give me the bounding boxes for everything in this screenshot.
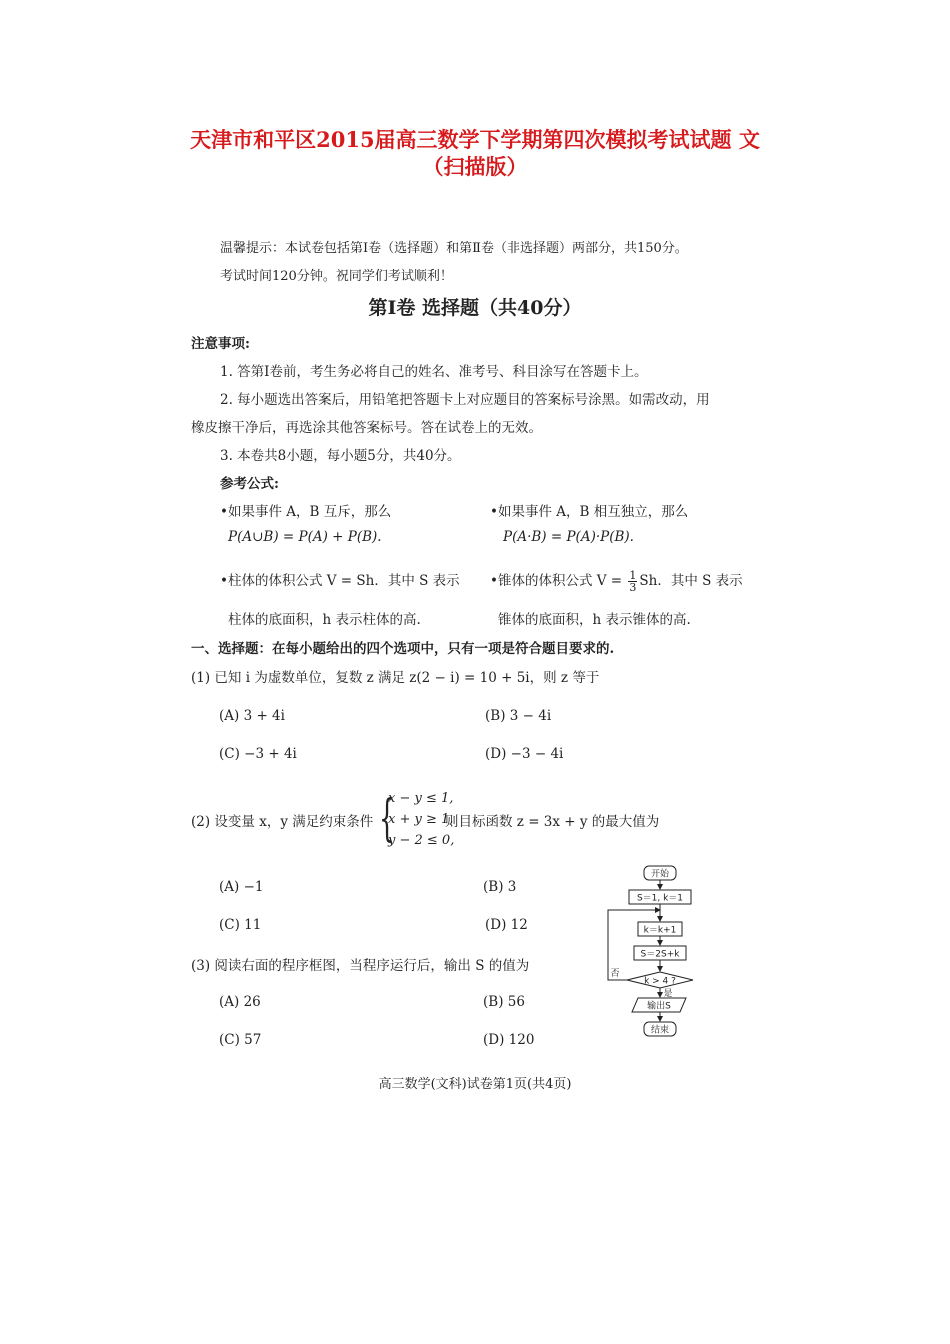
flow-no-label: 否 xyxy=(610,969,620,979)
page-footer: 高三数学(文科)试卷第1页(共4页) xyxy=(378,1077,572,1092)
flow-yes-label: 是 xyxy=(663,989,673,999)
formula-heading: 参考公式: xyxy=(220,476,279,492)
flow-decision-label: k > 4 ? xyxy=(644,976,676,987)
constraint-1: x − y ≤ 1, xyxy=(388,791,454,806)
formula-3-note: 柱体的底面积，h 表示柱体的高. xyxy=(228,612,421,628)
formula-4-note: 锥体的底面积，h 表示锥体的高. xyxy=(498,612,691,628)
question-2-prefix: (2) 设变量 x，y 满足约束条件 xyxy=(191,814,374,830)
program-flowchart xyxy=(600,860,710,1045)
question-2-suffix: 则目标函数 z = 3x + y 的最大值为 xyxy=(445,814,660,830)
note-2b: 橡皮擦干净后，再选涂其他答案标号。答在试卷上的无效。 xyxy=(191,420,542,436)
q2-option-d: (D) 12 xyxy=(485,917,528,933)
fraction-denominator: 3 xyxy=(629,581,637,594)
q1-option-d: (D) −3 − 4i xyxy=(485,746,564,762)
question-3: (3) 阅读右面的程序框图，当程序运行后，输出 S 的值为 xyxy=(191,958,530,974)
formula-2-text: •如果事件 A，B 相互独立，那么 xyxy=(490,504,689,520)
q2-option-c: (C) 11 xyxy=(219,917,262,933)
part1-heading: 一、选择题：在每小题给出的四个选项中，只有一项是符合题目要求的. xyxy=(191,641,615,657)
flow-step2-label: S＝2S+k xyxy=(640,949,680,960)
note-2a: 2. 每小题选出答案后，用铅笔把答题卡上对应题目的答案标号涂黑。如需改动，用 xyxy=(220,392,710,408)
notes-heading: 注意事项: xyxy=(191,336,250,352)
q3-option-a: (A) 26 xyxy=(219,994,261,1010)
flow-end-label: 结束 xyxy=(650,1025,670,1036)
q1-option-a: (A) 3 + 4i xyxy=(219,708,285,724)
q3-option-c: (C) 57 xyxy=(219,1032,262,1048)
fraction-numerator: 1 xyxy=(629,569,637,582)
question-1: (1) 已知 i 为虚数单位，复数 z 满足 z(2 − i) = 10 + 5i，则 z 等于 xyxy=(191,670,600,686)
q1-option-c: (C) −3 + 4i xyxy=(219,746,297,762)
section-title: 第Ⅰ卷 选择题（共40分） xyxy=(368,297,582,319)
note-1: 1. 答第Ⅰ卷前，考生务必将自己的姓名、准考号、科目涂写在答题卡上。 xyxy=(220,364,648,380)
q2-option-a: (A) −1 xyxy=(219,879,264,895)
formula-4-text xyxy=(490,569,743,593)
formula-2: P(A·B) = P(A)·P(B). xyxy=(503,529,634,545)
constraint-2: x + y ≥ 1, xyxy=(388,812,454,827)
formula-4-text-b: Sh．其中 S 表示 xyxy=(639,573,743,589)
formula-3-text: •柱体的体积公式 V = Sh．其中 S 表示 xyxy=(220,573,460,589)
flow-step1-label: k＝k+1 xyxy=(643,925,677,936)
system-brace: { xyxy=(379,789,395,847)
formula-4-text-a: •锥体的体积公式 V = xyxy=(490,573,627,589)
flow-start-label: 开始 xyxy=(650,869,670,880)
q3-option-d: (D) 120 xyxy=(483,1032,535,1048)
document-subtitle: （扫描版） xyxy=(422,154,528,179)
tip-line-2: 考试时间120分钟。祝同学们考试顺利！ xyxy=(220,269,453,284)
document-title: 天津市和平区2015届高三数学下学期第四次模拟考试试题 文 xyxy=(190,127,760,152)
formula-1-text: •如果事件 A，B 互斥，那么 xyxy=(220,504,392,520)
q1-option-b: (B) 3 − 4i xyxy=(485,708,552,724)
tip-line-1: 温馨提示：本试卷包括第Ⅰ卷（选择题）和第Ⅱ卷（非选择题）两部分，共150分。 xyxy=(220,241,688,256)
note-3: 3. 本卷共8小题，每小题5分，共40分。 xyxy=(220,448,461,464)
q3-option-b: (B) 56 xyxy=(483,994,525,1010)
flow-init-label: S＝1, k＝1 xyxy=(636,893,684,904)
constraint-3: y − 2 ≤ 0, xyxy=(388,833,455,848)
q2-option-b: (B) 3 xyxy=(483,879,517,895)
fraction xyxy=(628,570,637,593)
flow-output-label: 输出S xyxy=(647,1001,671,1012)
formula-1: P(A∪B) = P(A) + P(B). xyxy=(228,529,382,545)
